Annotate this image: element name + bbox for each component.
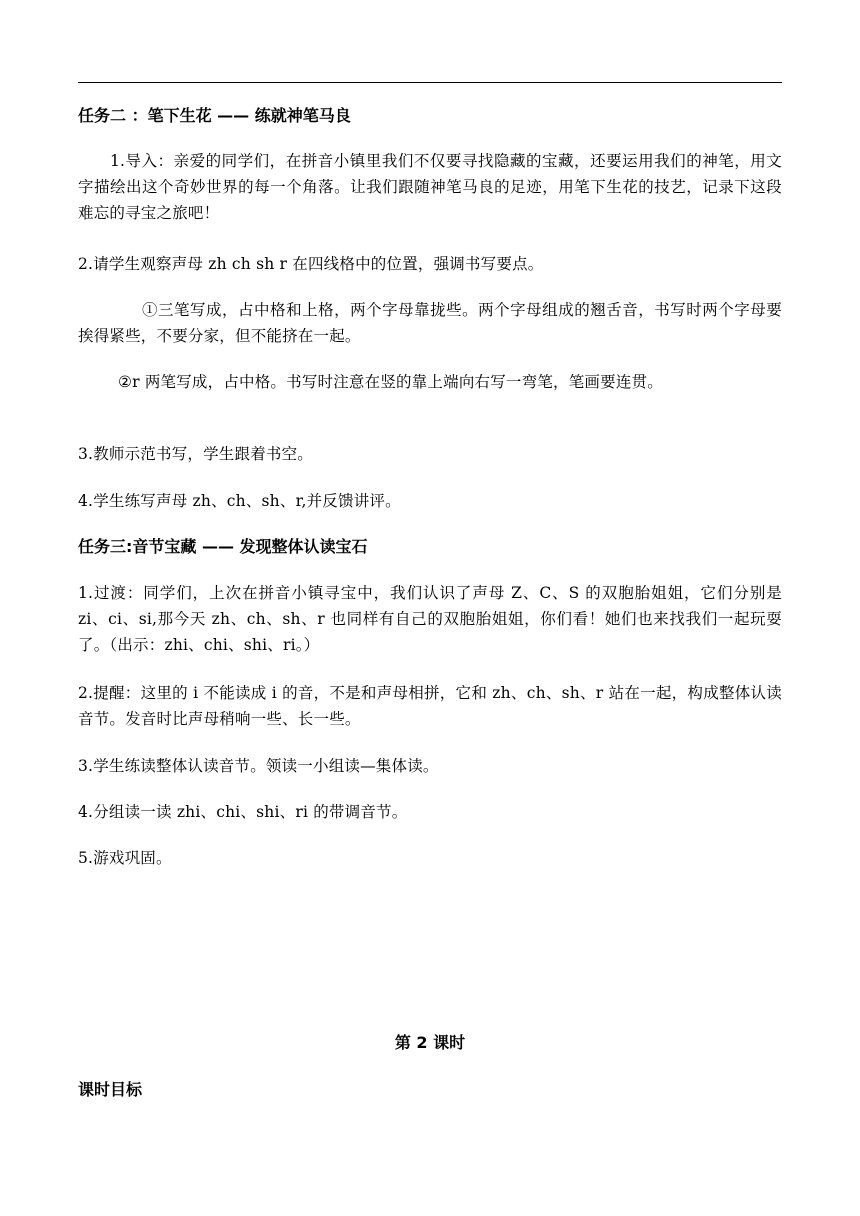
- task2-paragraph-practice: 4.学生练写声母 zh、ch、sh、r,并反馈讲评。: [78, 492, 401, 510]
- header-rule: [78, 82, 782, 83]
- task2-paragraph-demo: 3.教师示范书写，学生跟着书空。: [78, 445, 313, 463]
- task2-paragraph-point2: ②r 两笔写成，占中格。书写时注意在竖的靠上端向右写一弯笔，笔画要连贯。: [118, 373, 663, 391]
- task3-paragraph-read: 3.学生练读整体认读音节。领读一小组读—集体读。: [78, 757, 439, 775]
- task3-heading: 任务三:音节宝藏 —— 发现整体认读宝石: [78, 537, 368, 556]
- task3-paragraph-transition: 1.过渡：同学们，上次在拼音小镇寻宝中，我们认识了声母 Z、C、S 的双胞胎姐姐，它们分别是 zi、ci、si,那今天 zh、ch、sh、r 也同样有自己的双胞胎姐姐，你们看！她们也来找我们一起玩耍了。（出示：zhi、chi、shi、ri。）: [78, 584, 782, 654]
- task2-heading: 任务二 ：笔下生花 —— 练就神笔马良: [78, 106, 351, 125]
- task3-paragraph-reminder: 2.提醒：这里的 i 不能读成 i 的音，不是和声母相拼，它和 zh、ch、sh、r 站在一起，构成整体认读音节。发音时比声母稍响一些、长一些。: [78, 684, 782, 728]
- lesson2-objectives-heading: 课时目标: [78, 1080, 143, 1099]
- task3-paragraph-game: 5.游戏巩固。: [78, 849, 172, 867]
- lesson2-title: 第 2 课时: [394, 1033, 466, 1052]
- task2-paragraph-point1: ①三笔写成，占中格和上格，两个字母靠拢些。两个字母组成的翘舌音，书写时两个字母要挨得紧些，不要分家，但不能挤在一起。: [78, 301, 782, 345]
- task3-paragraph-group-read: 4.分组读一读 zhi、chi、shi、ri 的带调音节。: [78, 803, 408, 821]
- task2-paragraph-observe: 2.请学生观察声母 zh ch sh r 在四线格中的位置，强调书写要点。: [78, 255, 544, 273]
- task2-paragraph-intro: 1.导入：亲爱的同学们，在拼音小镇里我们不仅要寻找隐藏的宝藏，还要运用我们的神笔，用文字描绘出这个奇妙世界的每一个角落。让我们跟随神笔马良的足迹，用笔下生花的技艺，记录下这段难忘的寻宝之旅吧！: [78, 152, 782, 222]
- document-page: [78, 0, 782, 1216]
